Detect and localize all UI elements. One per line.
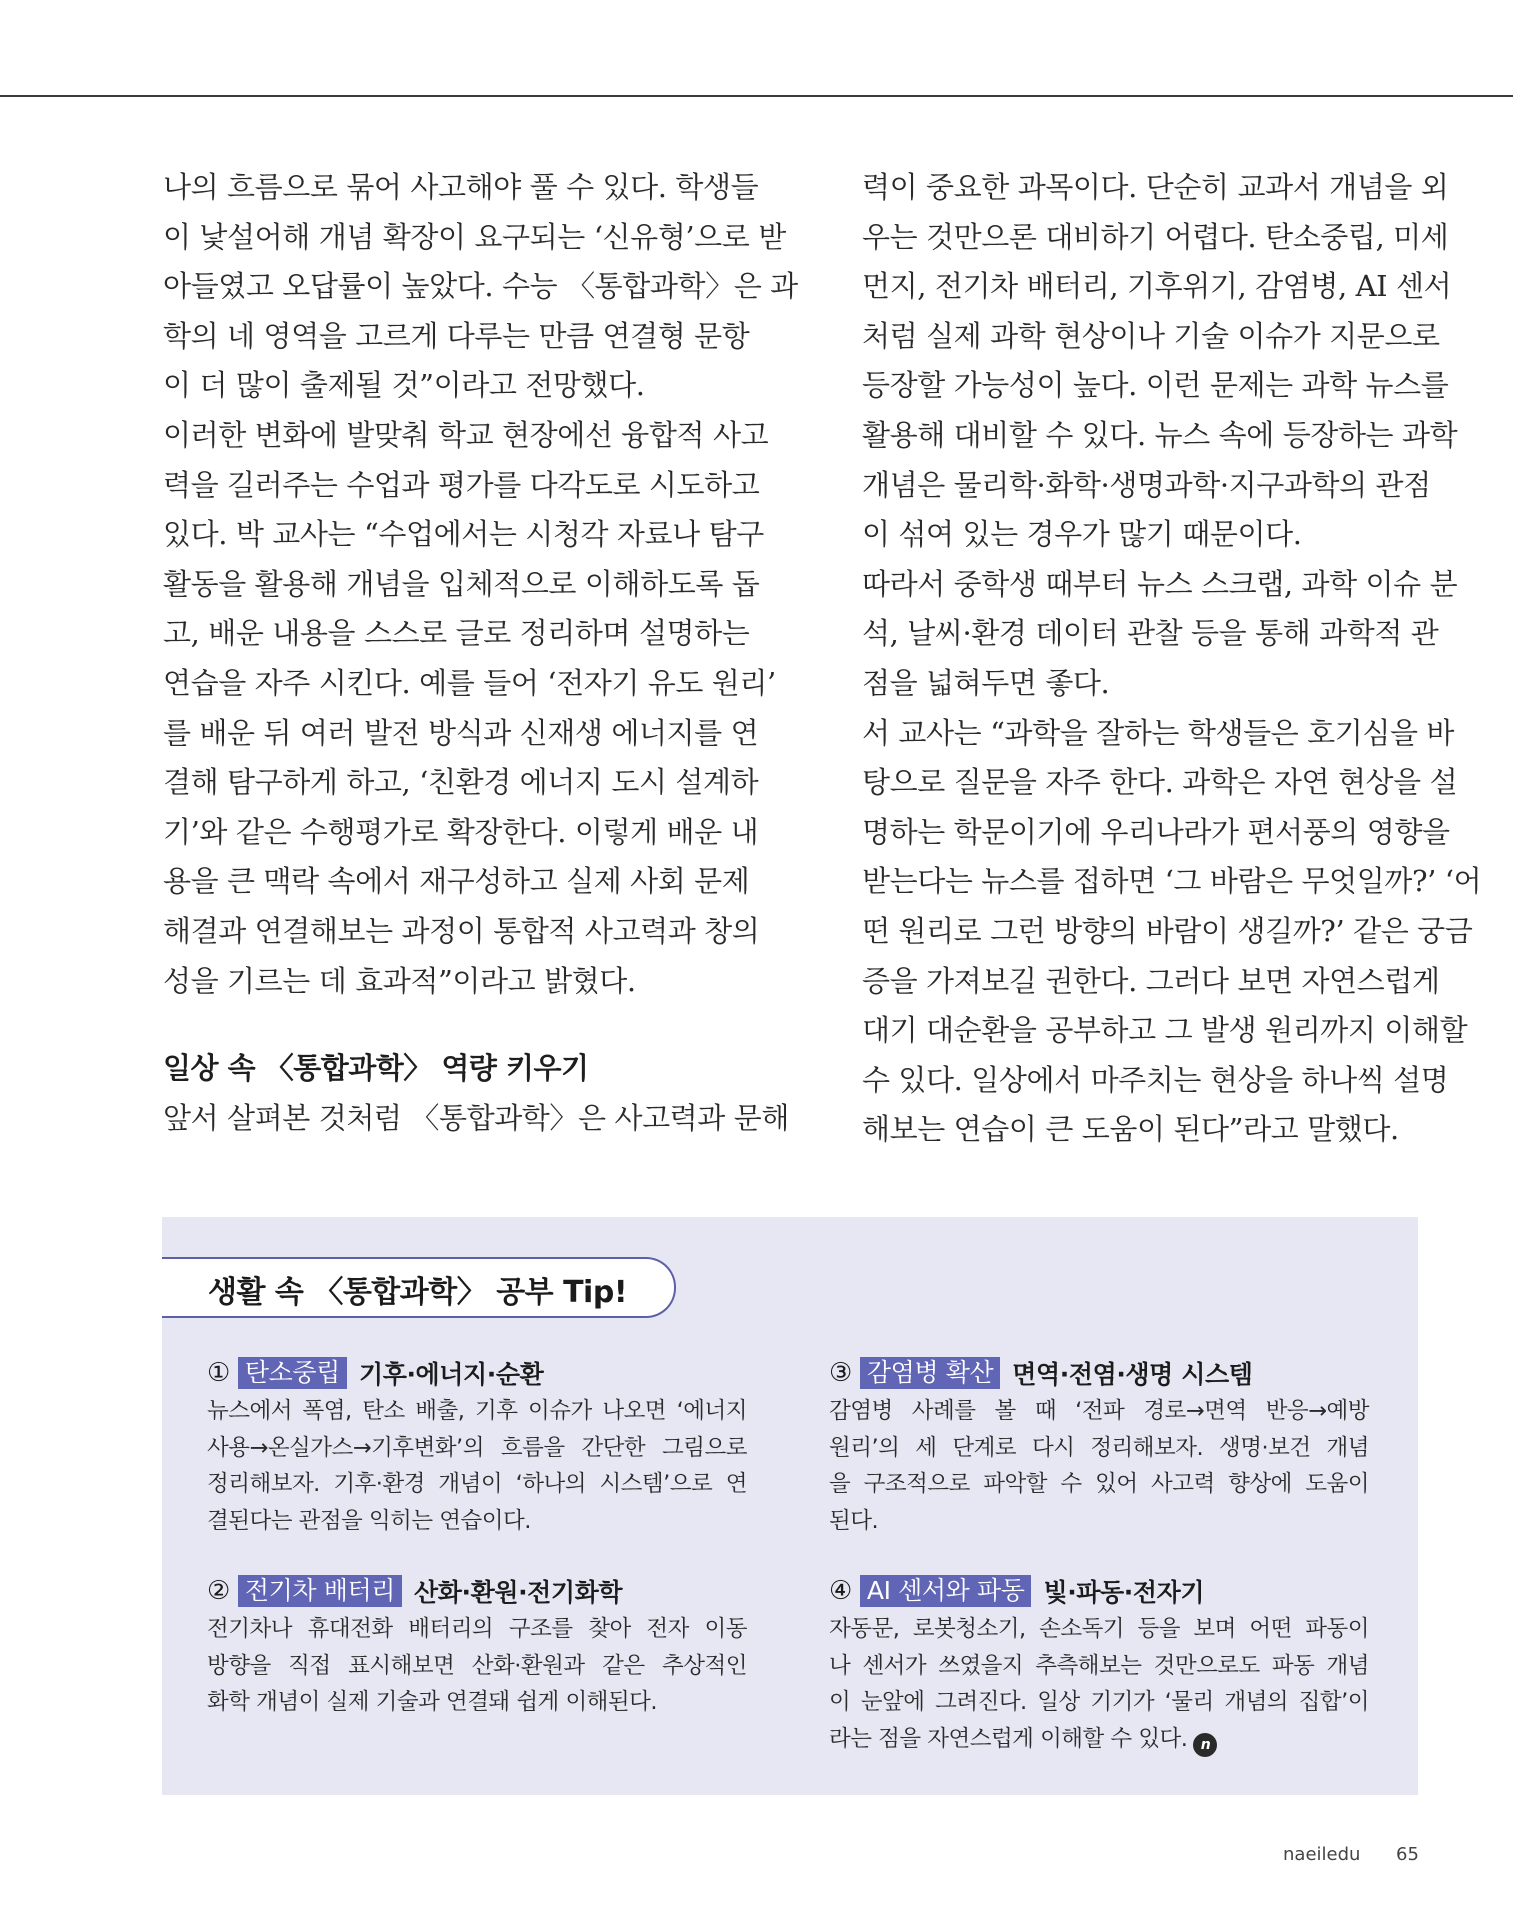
tip-line: 감염병 사례를 볼 때 ‘전파 경로→면역 반응→예방 [829, 1398, 1369, 1424]
text-line: 이 섞여 있는 경우가 많기 때문이다. [862, 517, 1302, 552]
paragraph [163, 163, 798, 411]
tip-heading [829, 1572, 1369, 1610]
tip-number: ① [207, 1358, 230, 1388]
text-line: 결해 탐구하게 하고, ‘친환경 에너지 도시 설계하 [163, 765, 759, 800]
text-line: 이 낯설어해 개념 확장이 요구되는 ‘신유형’으로 받 [163, 219, 786, 254]
paragraph [862, 163, 1458, 560]
tip-line: 사용→온실가스→기후변화’의 흐름을 간단한 그림으로 [207, 1434, 747, 1461]
tip-body [207, 1393, 747, 1540]
text-line: 를 배운 뒤 여러 발전 방식과 신재생 에너지를 연 [163, 715, 759, 750]
text-line: 고, 배운 내용을 스스로 글로 정리하며 설명하는 [163, 616, 750, 651]
text-line: 탕으로 질문을 자주 한다. 과학은 자연 현상을 설 [862, 765, 1458, 800]
tip-tag: 감염병 확산 [860, 1357, 1000, 1389]
text-line: 우는 것만으론 대비하기 어렵다. 탄소중립, 미세 [862, 219, 1449, 254]
tip-tag: 전기차 배터리 [238, 1575, 402, 1607]
tip-line: 이 눈앞에 그려진다. 일상 기기가 ‘물리 개념의 집합’이 [829, 1689, 1369, 1716]
text-line: 이러한 변화에 발맞춰 학교 현장에선 융합적 사고 [163, 417, 769, 452]
tip-line: 방향을 직접 표시해보면 산화·환원과 같은 추상적인 [207, 1652, 747, 1679]
tip-tag: 탄소중립 [238, 1357, 347, 1389]
tip-line: 결된다는 관점을 익히는 연습이다. [207, 1508, 531, 1535]
top-rule [0, 95, 1513, 97]
text-line: 활용해 대비할 수 있다. 뉴스 속에 등장하는 과학 [862, 417, 1458, 452]
text-line: 력이 중요한 과목이다. 단순히 교과서 개념을 외 [862, 170, 1449, 204]
text-line: 력을 길러주는 수업과 평가를 다각도로 시도하고 [163, 467, 760, 502]
text-line: 이 더 많이 출제될 것”이라고 전망했다. [163, 368, 645, 403]
text-line: 있다. 박 교사는 “수업에서는 시청각 자료나 탐구 [163, 517, 764, 552]
tip-body [829, 1393, 1369, 1540]
tip-line [829, 1721, 1369, 1758]
tip-line: 자동문, 로봇청소기, 손소독기 등을 보며 어떤 파동이 [829, 1616, 1369, 1642]
tip-item-ai-sensor [829, 1572, 1369, 1758]
page-number: 65 [1396, 1844, 1419, 1865]
text-line: 앞서 살펴본 것처럼 〈통합과학〉은 사고력과 문해 [163, 1100, 789, 1135]
tip-body [207, 1611, 747, 1721]
paragraph [862, 709, 1482, 1155]
tip-line: 화학 개념이 실제 기술과 연결돼 쉽게 이해된다. [207, 1689, 658, 1716]
end-mark-icon: n [1193, 1733, 1217, 1757]
paragraph [163, 1094, 789, 1144]
text-line: 연습을 자주 시킨다. 예를 들어 ‘전자기 유도 원리’ [163, 665, 776, 700]
text-line: 학의 네 영역을 고르게 다루는 만큼 연결형 문항 [163, 318, 750, 353]
tip-heading [207, 1354, 747, 1392]
tip-line: 원리’의 세 단계로 다시 정리해보자. 생명·보건 개념 [829, 1434, 1369, 1461]
text-line: 석, 날씨·환경 데이터 관찰 등을 통해 과학적 관 [862, 616, 1439, 651]
tip-topics: 면역·전염·생명 시스템 [1012, 1360, 1253, 1389]
tip-box [162, 1217, 1418, 1795]
text-line: 용을 큰 맥락 속에서 재구성하고 실제 사회 문제 [163, 864, 750, 899]
article-left-column [163, 163, 798, 1143]
text-line: 처럼 실제 과학 현상이나 기술 이슈가 지문으로 [862, 318, 1440, 353]
tip-line: 뉴스에서 폭염, 탄소 배출, 기후 이슈가 나오면 ‘에너지 [207, 1398, 747, 1424]
text-line: 명하는 학문이기에 우리나라가 편서풍의 영향을 [862, 814, 1450, 849]
article-right-column [862, 163, 1482, 1155]
text-line: 점을 넓혀두면 좋다. [862, 665, 1110, 700]
text-line: 대기 대순환을 공부하고 그 발생 원리까지 이해할 [862, 1013, 1468, 1048]
text-line: 해결과 연결해보는 과정이 통합적 사고력과 창의 [163, 913, 760, 948]
tip-line: 나 센서가 쓰였을지 추측해보는 것만으로도 파동 개념 [829, 1652, 1369, 1679]
text-line: 기’와 같은 수행평가로 확장한다. 이렇게 배운 내 [163, 814, 759, 849]
text-line: 등장할 가능성이 높다. 이런 문제는 과학 뉴스를 [862, 368, 1449, 403]
text-line: 개념은 물리학·화학·생명과학·지구과학의 관점 [862, 467, 1431, 502]
tip-box-title: 생활 속 〈통합과학〉 공부 Tip! [208, 1275, 628, 1310]
tip-item-ev-battery [207, 1572, 747, 1721]
text-line: 성을 기르는 데 효과적”이라고 밝혔다. [163, 963, 636, 998]
tip-heading [207, 1572, 747, 1610]
tip-line: 정리해보자. 기후·환경 개념이 ‘하나의 시스템’으로 연 [207, 1471, 747, 1498]
tip-item-carbon-neutral [207, 1354, 747, 1540]
text-line: 받는다는 뉴스를 접하면 ‘그 바람은 무엇일까?’ ‘어 [862, 864, 1482, 899]
section-heading: 일상 속 〈통합과학〉 역량 키우기 [163, 1051, 589, 1086]
tip-topics: 빛·파동·전자기 [1043, 1578, 1205, 1607]
text-line: 나의 흐름으로 묶어 사고해야 풀 수 있다. 학생들 [163, 170, 759, 204]
tip-line: 전기차나 휴대전화 배터리의 구조를 찾아 전자 이동 [207, 1616, 747, 1642]
text-line: 떤 원리로 그런 방향의 바람이 생길까?’ 같은 궁금 [862, 913, 1473, 948]
footer-brand: naeiledu [1283, 1844, 1361, 1865]
tip-topics: 기후·에너지·순환 [358, 1360, 544, 1389]
tip-item-epidemic [829, 1354, 1369, 1540]
text-line: 수 있다. 일상에서 마주치는 현상을 하나씩 설명 [862, 1062, 1449, 1097]
tip-line: 을 구조적으로 파악할 수 있어 사고력 향상에 도움이 [829, 1471, 1369, 1498]
tip-body [829, 1611, 1369, 1758]
text-line: 아들였고 오답률이 높았다. 수능 〈통합과학〉은 과 [163, 269, 798, 304]
paragraph [163, 411, 776, 1006]
text-line: 서 교사는 “과학을 잘하는 학생들은 호기심을 바 [862, 715, 1455, 750]
paragraph [862, 560, 1458, 709]
tip-box-title-tab [162, 1257, 676, 1318]
tip-line-text: 라는 점을 자연스럽게 이해할 수 있다. [829, 1726, 1188, 1753]
tip-heading [829, 1354, 1369, 1392]
tip-number: ② [207, 1576, 230, 1606]
tip-topics: 산화·환원·전기화학 [413, 1578, 623, 1607]
text-line: 증을 가져보길 권한다. 그러다 보면 자연스럽게 [862, 963, 1440, 998]
tip-line: 된다. [829, 1508, 879, 1535]
tip-number: ④ [829, 1576, 852, 1606]
tip-number: ③ [829, 1358, 852, 1388]
tip-tag: AI 센서와 파동 [860, 1575, 1032, 1607]
text-line: 먼지, 전기차 배터리, 기후위기, 감염병, AI 센서 [862, 269, 1452, 304]
text-line: 해보는 연습이 큰 도움이 된다”라고 말했다. [862, 1112, 1399, 1147]
text-line: 따라서 중학생 때부터 뉴스 스크랩, 과학 이슈 분 [862, 566, 1458, 601]
text-line: 활동을 활용해 개념을 입체적으로 이해하도록 돕 [163, 566, 760, 601]
